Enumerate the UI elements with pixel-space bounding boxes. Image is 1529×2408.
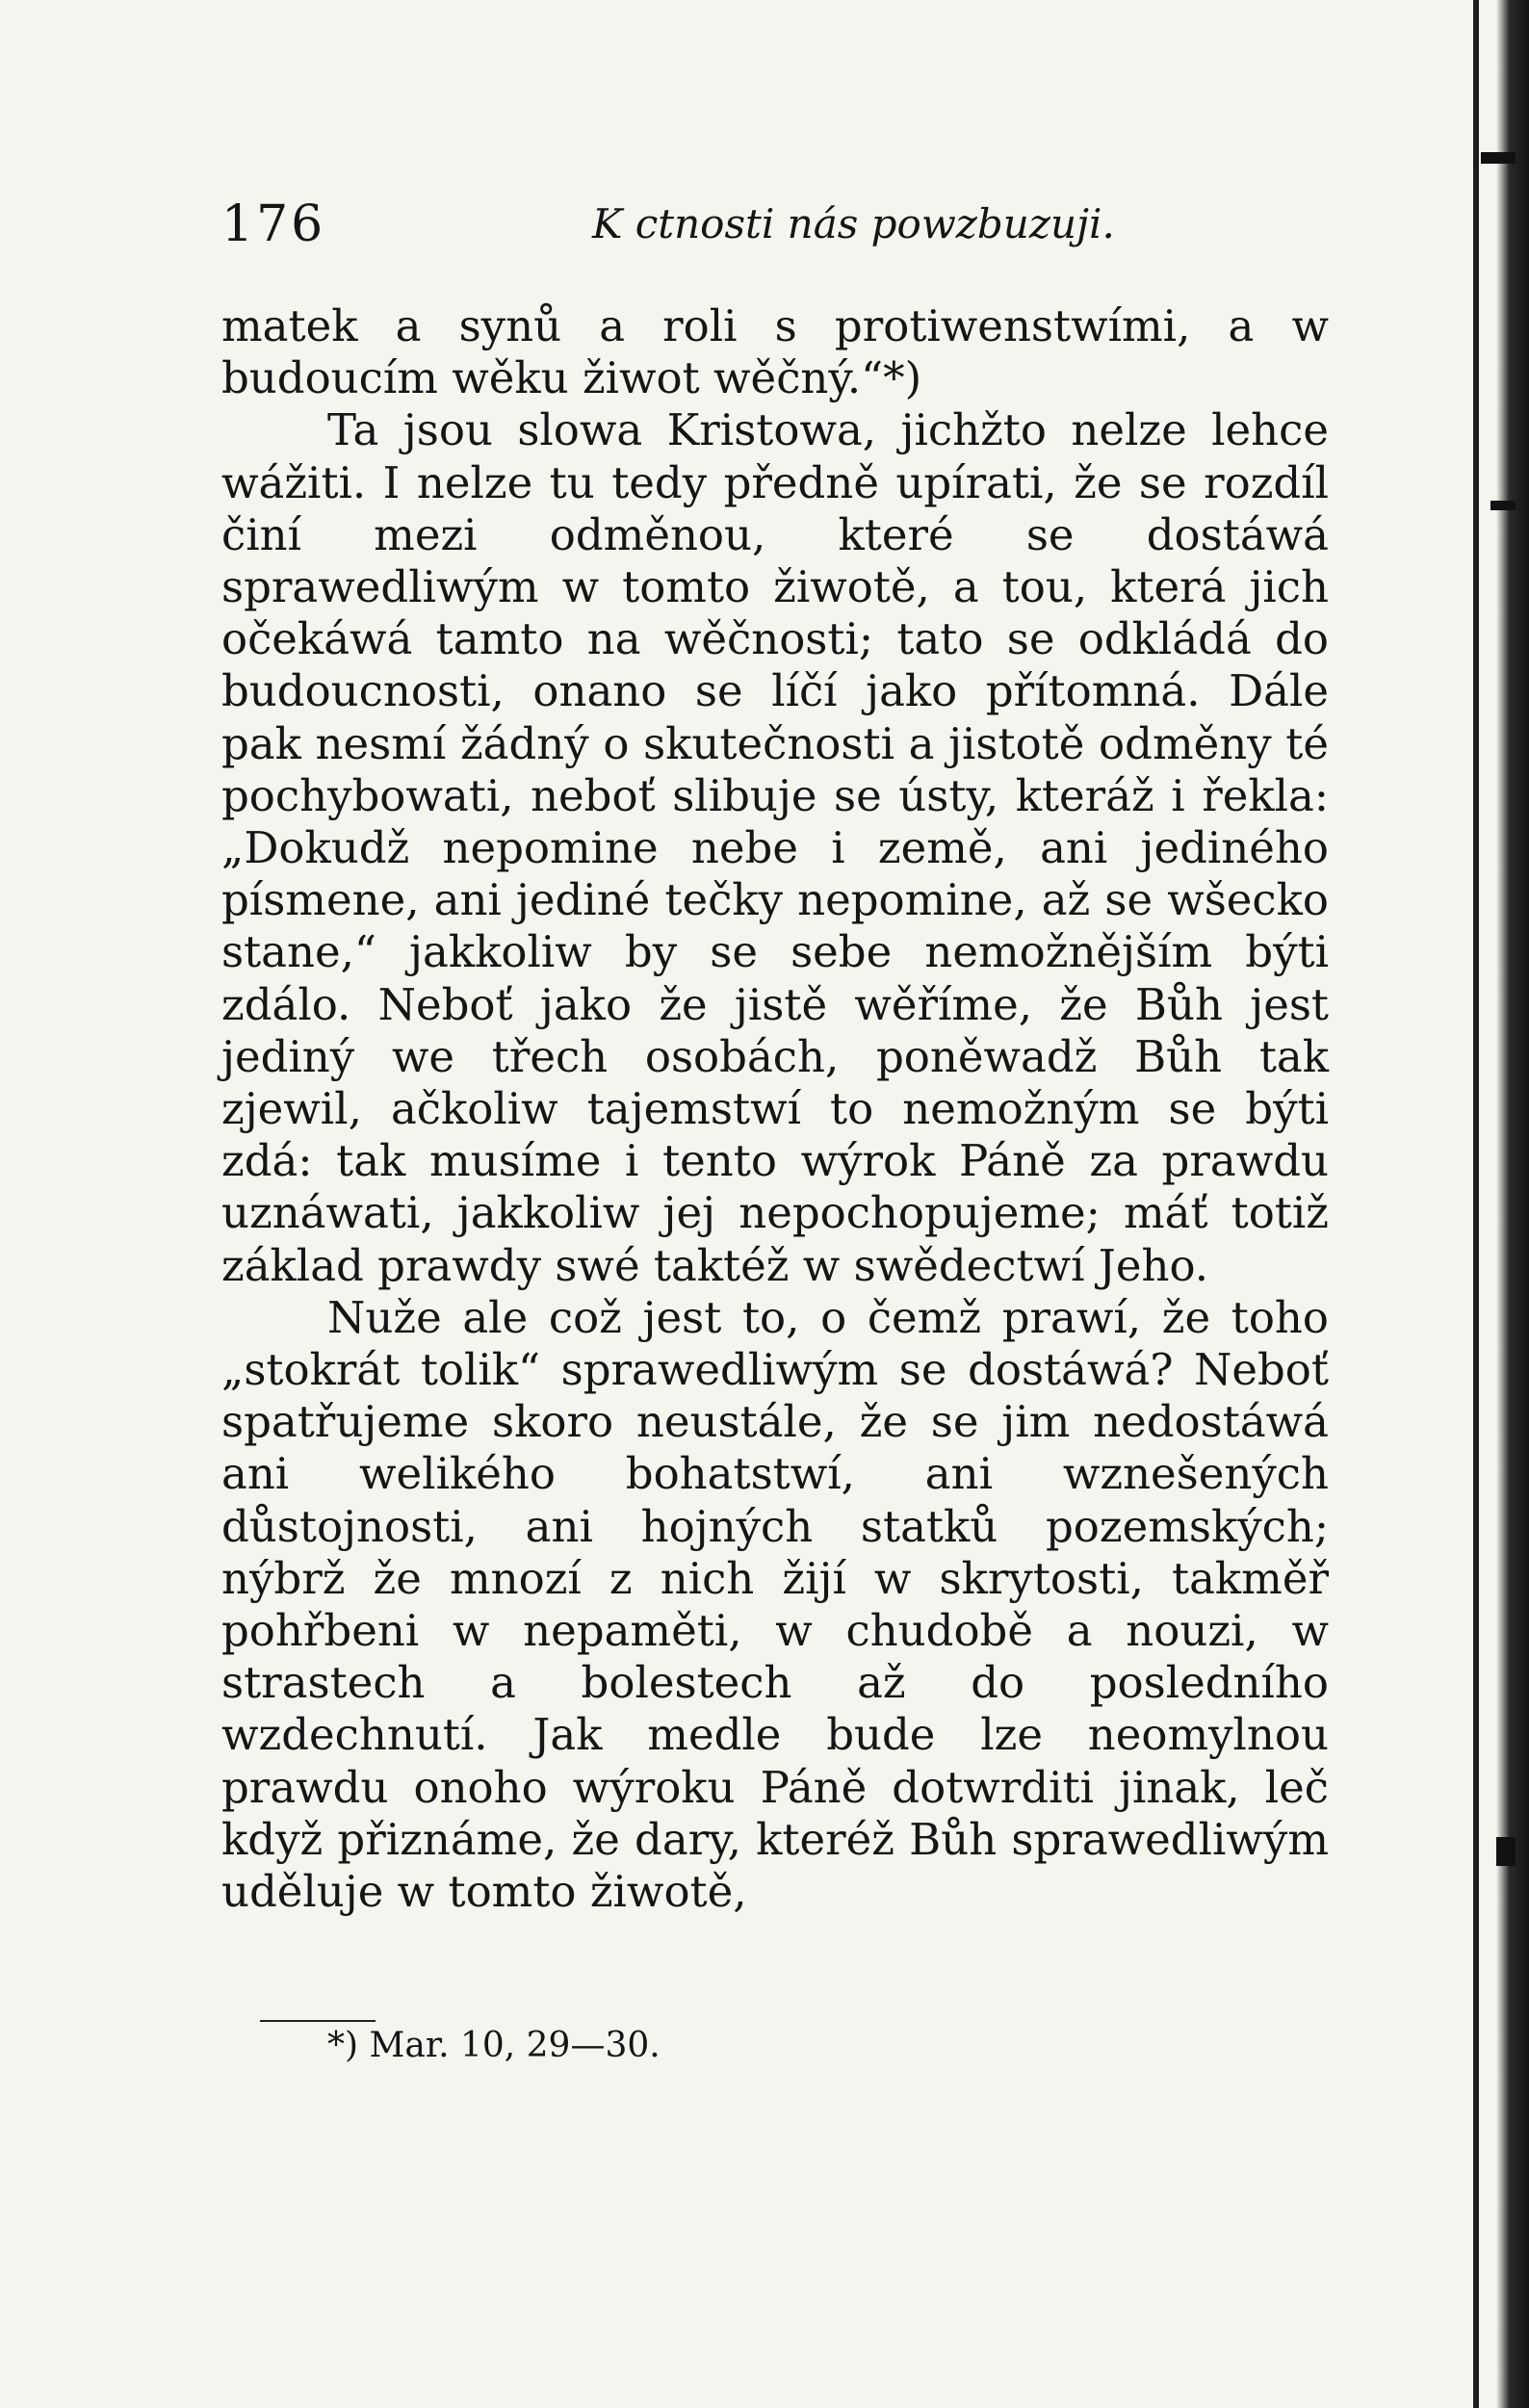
body-text (221, 300, 1329, 1918)
page-number: 176 (221, 195, 326, 253)
paragraph: Ta jsou slowa Kristowa, jichžto nelze lehce wážiti. I nelze tu tedy předně upírati, že se rozdíl činí mezi odměnou, které se dostáwá sprawedliwým w tomto žiwotě, a tou, která jich očekáwá tamto na wěčnosti; tato se odkládá do budoucnosti, onano se líčí jako přítomná. Dále pak nesmí žádný o skutečnosti a jistotě odměny té pochybowati, neboť slibuje se ústy, kteráž i řekla: „Dokudž nepomine nebe i země, ani jediného písmene, ani jediné tečky nepomine, až se wšecko stane,“ jakkoliw by se sebe nemožnějším býti zdálo. Neboť jako že jistě wěříme, že Bůh jest jediný we třech osobách, poněwadž Bůh tak zjewil, ačkoliw tajemstwí to nemožným se býti zdá: tak musíme i tento wýrok Páně za prawdu uznáwati, jakkoliw jej nepochopujeme; máť totiž základ prawdy swé taktéž w swědectwí Jeho. (221, 404, 1329, 1291)
paragraph: matek a synů a roli s protiwenstwími, a w budoucím wěku žiwot wěčný.“*) (221, 300, 1329, 404)
page-header (221, 191, 1329, 258)
paragraph: Nuže ale což jest to, o čemž prawí, že toho „stokrát tolik“ sprawedliwým se dostáwá? Neboť spatřujeme skoro neustále, že se jim nedostáwá ani welikého bohatstwí, ani wznešených důstojnosti, ani hojných statků pozemských; nýbrž že mnozí z nich žijí w skrytosti, takměř pohřbeni w nepaměti, w chudobě a nouzi, w strastech a bolestech až do posledního wzdechnutí. Jak medle bude lze neomylnou prawdu onoho wýroku Páně dotwrditi jinak, leč když přiznáme, že dary, kteréž Bůh sprawedliwým uděluje w tomto žiwotě, (221, 1291, 1329, 1918)
running-head: K ctnosti nás powzbuzuji. (592, 200, 1115, 247)
footnote: *) Mar. 10, 29—30. (327, 2026, 661, 2065)
